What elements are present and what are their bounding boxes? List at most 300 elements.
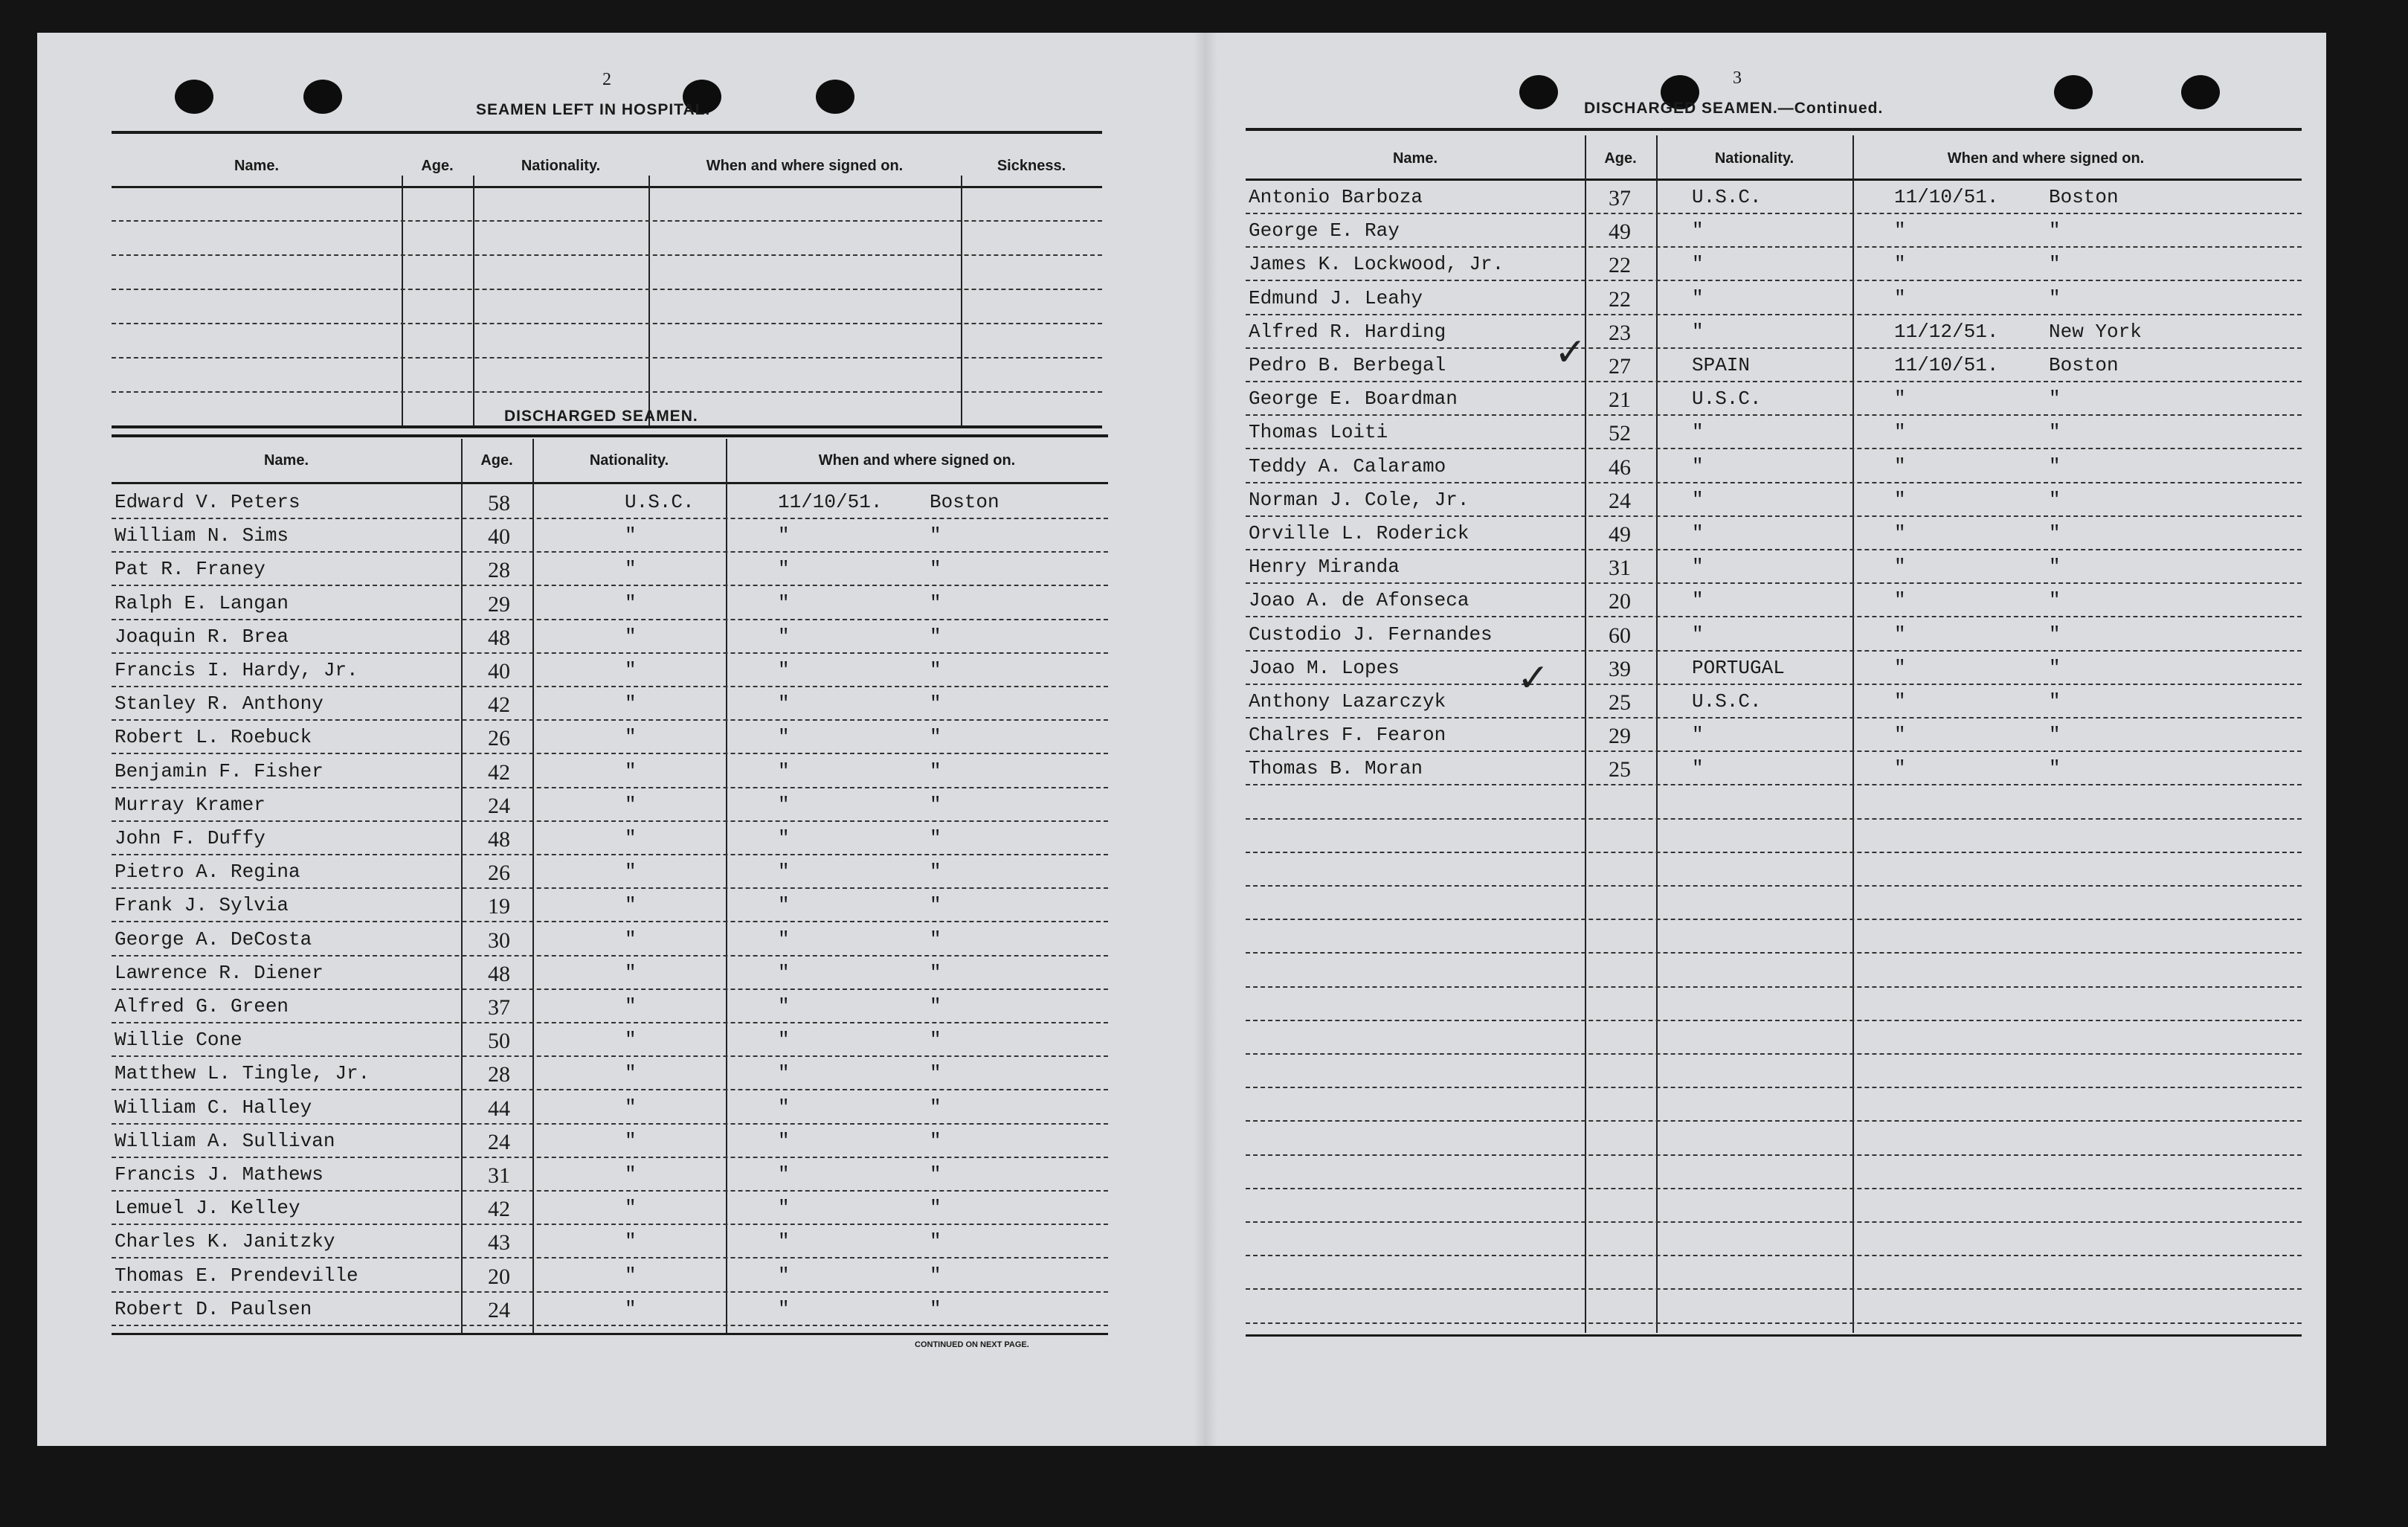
- signed-on-date: ": [778, 1062, 790, 1085]
- row-rule: [1246, 314, 2302, 315]
- seaman-age: 43: [488, 1230, 510, 1256]
- signed-on-place: ": [2049, 454, 2061, 478]
- seaman-age: 49: [1609, 219, 1631, 245]
- seaman-nationality: ": [1692, 454, 1704, 478]
- seaman-nationality: ": [625, 659, 637, 681]
- signed-on-place: ": [930, 692, 941, 716]
- row-rule: [112, 585, 1108, 586]
- seaman-nationality: U.S.C.: [1692, 186, 1762, 208]
- manifest-sheet: [37, 33, 2326, 1446]
- seaman-name: William C. Halley: [115, 1096, 312, 1119]
- seaman-age: 42: [488, 759, 510, 785]
- row-rule: [112, 1055, 1108, 1057]
- seaman-nationality: ": [625, 1197, 637, 1220]
- signed-on-place: ": [930, 1297, 941, 1320]
- signed-on-place: ": [930, 558, 941, 581]
- row-rule: [1246, 381, 2302, 382]
- page-fold: [1194, 33, 1217, 1446]
- seaman-nationality: ": [625, 591, 637, 614]
- row-rule: [1246, 717, 2302, 719]
- row-rule: [1246, 818, 2302, 820]
- row-rule: [112, 1224, 1108, 1225]
- seaman-nationality: ": [1692, 556, 1704, 579]
- signed-on-date: ": [778, 625, 790, 648]
- seaman-age: 28: [488, 558, 510, 583]
- seaman-nationality: ": [625, 1096, 637, 1119]
- seaman-name: Henry Miranda: [1249, 556, 1400, 579]
- signed-on-date: ": [778, 524, 790, 547]
- seaman-nationality: ": [1692, 623, 1704, 646]
- seaman-name: William A. Sullivan: [115, 1129, 335, 1152]
- seaman-name: Norman J. Cole, Jr.: [1249, 488, 1469, 511]
- seaman-age: 42: [488, 1197, 510, 1222]
- row-rule: [112, 887, 1108, 889]
- continued-note: CONTINUED ON NEXT PAGE.: [915, 1340, 1029, 1349]
- seaman-age: 50: [488, 1029, 510, 1054]
- row-rule: [1246, 852, 2302, 853]
- signed-on-date: ": [1894, 589, 1906, 612]
- row-rule: [1246, 448, 2302, 449]
- seaman-age: 48: [488, 961, 510, 986]
- signed-on-place: Boston: [2049, 186, 2119, 208]
- signed-on-place: ": [2049, 522, 2061, 544]
- signed-on-place: ": [930, 759, 941, 782]
- seaman-name: Ralph E. Langan: [115, 591, 289, 614]
- seaman-name: Joaquin R. Brea: [115, 625, 289, 648]
- row-rule: [1246, 684, 2302, 685]
- seaman-name: Thomas Loiti: [1249, 421, 1388, 444]
- row-rule: [1246, 414, 2302, 416]
- col-header-when-where: When and where signed on.: [1947, 150, 2145, 167]
- discharged-table: [112, 434, 1108, 1342]
- signed-on-place: ": [2049, 556, 2061, 579]
- seaman-age: 29: [1609, 724, 1631, 749]
- seaman-name: Francis J. Mathews: [115, 1163, 323, 1186]
- row-rule: [1246, 1255, 2302, 1256]
- seaman-name: George A. DeCosta: [115, 928, 312, 951]
- row-rule: [1246, 1188, 2302, 1189]
- row-rule: [1246, 1154, 2302, 1156]
- seaman-nationality: ": [625, 524, 637, 547]
- seaman-nationality: ": [1692, 724, 1704, 747]
- signed-on-place: ": [930, 1197, 941, 1220]
- seaman-age: 23: [1609, 320, 1631, 345]
- seaman-name: Edmund J. Leahy: [1249, 286, 1423, 309]
- signed-on-place: ": [930, 1096, 941, 1119]
- page-number: 2: [602, 70, 611, 89]
- col-header-name: Name.: [1392, 150, 1438, 167]
- row-rule: [112, 1089, 1108, 1090]
- row-rule: [112, 1291, 1108, 1293]
- col-header-sickness: Sickness.: [997, 158, 1066, 174]
- seaman-nationality: ": [625, 1230, 637, 1253]
- seaman-nationality: ": [625, 861, 637, 884]
- seaman-nationality: ": [625, 793, 637, 816]
- seaman-age: 21: [1609, 388, 1631, 413]
- discharged-section-title: DISCHARGED SEAMEN.: [504, 408, 698, 425]
- seaman-nationality: ": [1692, 589, 1704, 612]
- seaman-age: 48: [488, 625, 510, 650]
- row-rule: [112, 652, 1108, 654]
- signed-on-place: ": [2049, 724, 2061, 747]
- seaman-age: 26: [488, 861, 510, 886]
- seaman-age: 26: [488, 726, 510, 751]
- col-header-nationality: Nationality.: [1714, 150, 1794, 167]
- signed-on-date: 11/12/51.: [1894, 320, 1999, 343]
- signed-on-date: ": [1894, 556, 1906, 579]
- signed-on-date: ": [778, 1129, 790, 1152]
- row-rule: [1246, 616, 2302, 617]
- seaman-nationality: U.S.C.: [1692, 388, 1762, 411]
- seaman-age: 44: [488, 1096, 510, 1121]
- seaman-nationality: ": [1692, 320, 1704, 343]
- row-rule: [1246, 246, 2302, 248]
- page-number: 3: [1733, 68, 1742, 88]
- seaman-nationality: SPAIN: [1692, 354, 1751, 376]
- row-rule: [112, 854, 1108, 855]
- seaman-nationality: ": [625, 1062, 637, 1085]
- seaman-age: 24: [1609, 488, 1631, 513]
- discharged-continued-table: [1246, 128, 2302, 1340]
- seaman-name: Chalres F. Fearon: [1249, 724, 1446, 747]
- seaman-name: Pat R. Franey: [115, 558, 265, 581]
- row-rule: [1246, 280, 2302, 281]
- signed-on-date: ": [1894, 623, 1906, 646]
- seaman-name: Alfred R. Harding: [1249, 320, 1446, 343]
- seaman-age: 52: [1609, 421, 1631, 446]
- signed-on-place: Boston: [2049, 354, 2119, 376]
- signed-on-place: ": [930, 827, 941, 849]
- seaman-age: 39: [1609, 656, 1631, 681]
- seaman-name: Custodio J. Fernandes: [1249, 623, 1493, 646]
- row-rule: [112, 1123, 1108, 1125]
- punch-hole: [2054, 75, 2093, 109]
- col-header-age: Age.: [480, 452, 513, 469]
- row-rule: [1246, 1120, 2302, 1122]
- seaman-age: 24: [488, 793, 510, 818]
- seaman-name: Orville L. Roderick: [1249, 522, 1469, 544]
- signed-on-place: Boston: [930, 491, 999, 513]
- signed-on-date: ": [778, 558, 790, 581]
- signed-on-place: ": [930, 1062, 941, 1085]
- seaman-nationality: ": [625, 692, 637, 716]
- seaman-name: Charles K. Janitzky: [115, 1230, 335, 1253]
- signed-on-date: ": [778, 1029, 790, 1052]
- signed-on-date: ": [778, 861, 790, 884]
- punch-hole: [2181, 75, 2220, 109]
- signed-on-date: ": [778, 1163, 790, 1186]
- signed-on-date: ": [1894, 219, 1906, 242]
- seaman-name: Edward V. Peters: [115, 491, 300, 513]
- signed-on-place: ": [2049, 219, 2061, 242]
- seaman-nationality: ": [625, 1163, 637, 1186]
- seaman-name: Thomas B. Moran: [1249, 757, 1423, 780]
- signed-on-place: ": [930, 894, 941, 917]
- seaman-age: 22: [1609, 253, 1631, 278]
- signed-on-date: ": [1894, 690, 1906, 713]
- seaman-name: George E. Boardman: [1249, 388, 1458, 411]
- seaman-nationality: ": [625, 726, 637, 749]
- seaman-name: George E. Ray: [1249, 219, 1400, 242]
- seaman-name: James K. Lockwood, Jr.: [1249, 253, 1504, 276]
- seaman-name: John F. Duffy: [115, 827, 265, 849]
- col-header-age: Age.: [421, 158, 454, 174]
- seaman-age: 28: [488, 1062, 510, 1087]
- seaman-age: 30: [488, 928, 510, 953]
- seaman-age: 20: [1609, 589, 1631, 614]
- signed-on-place: ": [2049, 656, 2061, 679]
- signed-on-place: ": [2049, 388, 2061, 411]
- col-header-name: Name.: [234, 158, 280, 174]
- seaman-age: 27: [1609, 354, 1631, 379]
- seaman-name: Willie Cone: [115, 1029, 242, 1052]
- seaman-age: 25: [1609, 757, 1631, 782]
- seaman-nationality: ": [625, 1029, 637, 1052]
- seaman-age: 48: [488, 827, 510, 852]
- seaman-name: Teddy A. Calaramo: [1249, 454, 1446, 478]
- row-rule: [1246, 885, 2302, 887]
- signed-on-place: ": [2049, 757, 2061, 780]
- row-rule: [1246, 650, 2302, 652]
- signed-on-place: ": [930, 995, 941, 1018]
- signed-on-date: ": [1894, 253, 1906, 276]
- signed-on-date: ": [778, 726, 790, 749]
- seaman-nationality: ": [625, 1129, 637, 1152]
- row-rule: [1246, 952, 2302, 954]
- row-rule: [1246, 549, 2302, 550]
- row-rule: [112, 719, 1108, 721]
- row-rule: [112, 1190, 1108, 1192]
- signed-on-place: ": [930, 793, 941, 816]
- seaman-nationality: PORTUGAL: [1692, 656, 1785, 679]
- seaman-nationality: ": [1692, 253, 1704, 276]
- signed-on-place: ": [930, 1230, 941, 1253]
- signed-on-place: ": [2049, 421, 2061, 444]
- col-header-nationality: Nationality.: [589, 452, 669, 469]
- seaman-nationality: ": [1692, 757, 1704, 780]
- seaman-name: Frank J. Sylvia: [115, 894, 289, 917]
- seaman-age: 46: [1609, 454, 1631, 480]
- signed-on-date: ": [1894, 286, 1906, 309]
- row-rule: [112, 753, 1108, 754]
- signed-on-place: ": [930, 524, 941, 547]
- row-rule: [112, 955, 1108, 957]
- row-rule: [1246, 784, 2302, 785]
- seaman-name: Antonio Barboza: [1249, 186, 1423, 208]
- row-rule: [1246, 986, 2302, 988]
- seaman-name: Robert D. Paulsen: [115, 1297, 312, 1320]
- row-rule: [1246, 1221, 2302, 1223]
- signed-on-date: 11/10/51.: [1894, 186, 1999, 208]
- seaman-age: 40: [488, 524, 510, 550]
- seaman-nationality: ": [1692, 488, 1704, 511]
- row-rule: [1246, 515, 2302, 517]
- signed-on-date: ": [778, 961, 790, 984]
- signed-on-place: ": [930, 625, 941, 648]
- seaman-age: 58: [488, 491, 510, 515]
- seaman-name: Thomas E. Prendeville: [115, 1264, 358, 1287]
- signed-on-place: ": [930, 1129, 941, 1152]
- row-rule: [112, 988, 1108, 990]
- seaman-age: 24: [488, 1297, 510, 1322]
- signed-on-date: ": [1894, 488, 1906, 511]
- seaman-name: Joao A. de Afonseca: [1249, 589, 1469, 612]
- hospital-section-title: SEAMEN LEFT IN HOSPITAL.: [476, 101, 711, 118]
- row-rule: [112, 787, 1108, 788]
- row-rule: [112, 686, 1108, 687]
- discharged-continued-title: DISCHARGED SEAMEN.—Continued.: [1584, 100, 1884, 117]
- signed-on-place: ": [2049, 623, 2061, 646]
- signed-on-date: ": [778, 793, 790, 816]
- seaman-name: Stanley R. Anthony: [115, 692, 323, 716]
- seaman-nationality: ": [1692, 522, 1704, 544]
- signed-on-date: ": [1894, 757, 1906, 780]
- signed-on-date: ": [778, 591, 790, 614]
- signed-on-date: ": [778, 692, 790, 716]
- seaman-age: 19: [488, 894, 510, 919]
- row-rule: [112, 619, 1108, 620]
- signed-on-date: ": [778, 1297, 790, 1320]
- checkmark: ✓: [1517, 656, 1550, 701]
- row-rule: [1246, 919, 2302, 920]
- signed-on-place: ": [930, 1029, 941, 1052]
- row-rule: [1246, 1322, 2302, 1324]
- signed-on-date: ": [778, 1096, 790, 1119]
- seaman-nationality: ": [625, 995, 637, 1018]
- seaman-nationality: ": [625, 558, 637, 581]
- seaman-name: Benjamin F. Fisher: [115, 759, 323, 782]
- seaman-nationality: ": [1692, 286, 1704, 309]
- seaman-nationality: ": [1692, 421, 1704, 444]
- seaman-age: 37: [1609, 186, 1631, 210]
- row-rule: [112, 551, 1108, 553]
- signed-on-place: ": [930, 1163, 941, 1186]
- seaman-name: Alfred G. Green: [115, 995, 289, 1018]
- punch-hole: [175, 80, 213, 114]
- signed-on-place: ": [930, 591, 941, 614]
- signed-on-place: ": [2049, 690, 2061, 713]
- row-rule: [1246, 1087, 2302, 1088]
- signed-on-date: ": [778, 1264, 790, 1287]
- col-header-when-where: When and where signed on.: [818, 452, 1016, 469]
- row-rule: [1246, 1020, 2302, 1021]
- seaman-age: 37: [488, 995, 510, 1020]
- seaman-age: 40: [488, 659, 510, 684]
- signed-on-date: ": [778, 1230, 790, 1253]
- seaman-nationality: ": [625, 961, 637, 984]
- seaman-age: 31: [1609, 556, 1631, 581]
- signed-on-place: ": [2049, 286, 2061, 309]
- punch-hole: [816, 80, 854, 114]
- signed-on-date: ": [1894, 656, 1906, 679]
- signed-on-place: ": [2049, 253, 2061, 276]
- row-rule: [112, 1325, 1108, 1326]
- row-rule: [112, 1257, 1108, 1258]
- seaman-nationality: ": [625, 1264, 637, 1287]
- signed-on-date: 11/10/51.: [1894, 354, 1999, 376]
- row-rule: [1246, 750, 2302, 752]
- seaman-name: Lawrence R. Diener: [115, 961, 323, 984]
- seaman-name: Matthew L. Tingle, Jr.: [115, 1062, 370, 1085]
- row-rule: [1246, 347, 2302, 349]
- row-rule: [112, 1022, 1108, 1023]
- seaman-name: Joao M. Lopes: [1249, 656, 1400, 679]
- row-rule: [1246, 482, 2302, 483]
- seaman-nationality: ": [625, 625, 637, 648]
- seaman-name: Pedro B. Berbegal: [1249, 354, 1446, 376]
- seaman-age: 24: [488, 1129, 510, 1154]
- seaman-nationality: U.S.C.: [1692, 690, 1762, 713]
- seaman-nationality: ": [625, 894, 637, 917]
- signed-on-date: ": [1894, 388, 1906, 411]
- seaman-name: Robert L. Roebuck: [115, 726, 312, 749]
- seaman-nationality: ": [1692, 219, 1704, 242]
- signed-on-date: ": [1894, 454, 1906, 478]
- seaman-nationality: ": [625, 827, 637, 849]
- row-rule: [112, 820, 1108, 822]
- row-rule: [112, 1157, 1108, 1158]
- signed-on-place: ": [930, 861, 941, 884]
- seaman-age: 29: [488, 591, 510, 617]
- col-header-when-where: When and where signed on.: [706, 158, 904, 174]
- row-rule: [112, 518, 1108, 519]
- row-rule: [1246, 1288, 2302, 1290]
- col-header-name: Name.: [263, 452, 309, 469]
- seaman-name: Lemuel J. Kelley: [115, 1197, 300, 1220]
- signed-on-date: ": [778, 759, 790, 782]
- signed-on-date: ": [778, 659, 790, 681]
- seaman-age: 42: [488, 692, 510, 718]
- signed-on-date: ": [778, 827, 790, 849]
- seaman-name: Pietro A. Regina: [115, 861, 300, 884]
- signed-on-place: ": [930, 1264, 941, 1287]
- row-rule: [1246, 213, 2302, 214]
- seaman-age: 60: [1609, 623, 1631, 648]
- seaman-age: 25: [1609, 690, 1631, 715]
- seaman-name: Anthony Lazarczyk: [1249, 690, 1446, 713]
- seaman-age: 49: [1609, 522, 1631, 547]
- punch-hole: [303, 80, 342, 114]
- signed-on-place: ": [930, 928, 941, 951]
- signed-on-date: ": [1894, 724, 1906, 747]
- seaman-nationality: ": [625, 759, 637, 782]
- signed-on-place: ": [930, 726, 941, 749]
- signed-on-place: ": [930, 659, 941, 681]
- punch-hole: [1519, 75, 1558, 109]
- signed-on-date: 11/10/51.: [778, 491, 883, 513]
- signed-on-place: New York: [2049, 320, 2142, 343]
- row-rule: [1246, 1053, 2302, 1055]
- seaman-name: William N. Sims: [115, 524, 289, 547]
- row-rule: [112, 921, 1108, 922]
- col-header-nationality: Nationality.: [521, 158, 601, 174]
- seaman-age: 20: [488, 1264, 510, 1289]
- seaman-name: Murray Kramer: [115, 793, 265, 816]
- signed-on-date: ": [778, 1197, 790, 1220]
- signed-on-date: ": [778, 995, 790, 1018]
- signed-on-place: ": [2049, 589, 2061, 612]
- seaman-age: 31: [488, 1163, 510, 1188]
- seaman-name: Francis I. Hardy, Jr.: [115, 659, 358, 681]
- signed-on-date: ": [1894, 522, 1906, 544]
- seaman-nationality: ": [625, 1297, 637, 1320]
- checkmark: ✓: [1554, 330, 1587, 375]
- signed-on-place: ": [2049, 488, 2061, 511]
- signed-on-date: ": [1894, 421, 1906, 444]
- seaman-age: 22: [1609, 286, 1631, 312]
- signed-on-date: ": [778, 894, 790, 917]
- row-rule: [1246, 582, 2302, 584]
